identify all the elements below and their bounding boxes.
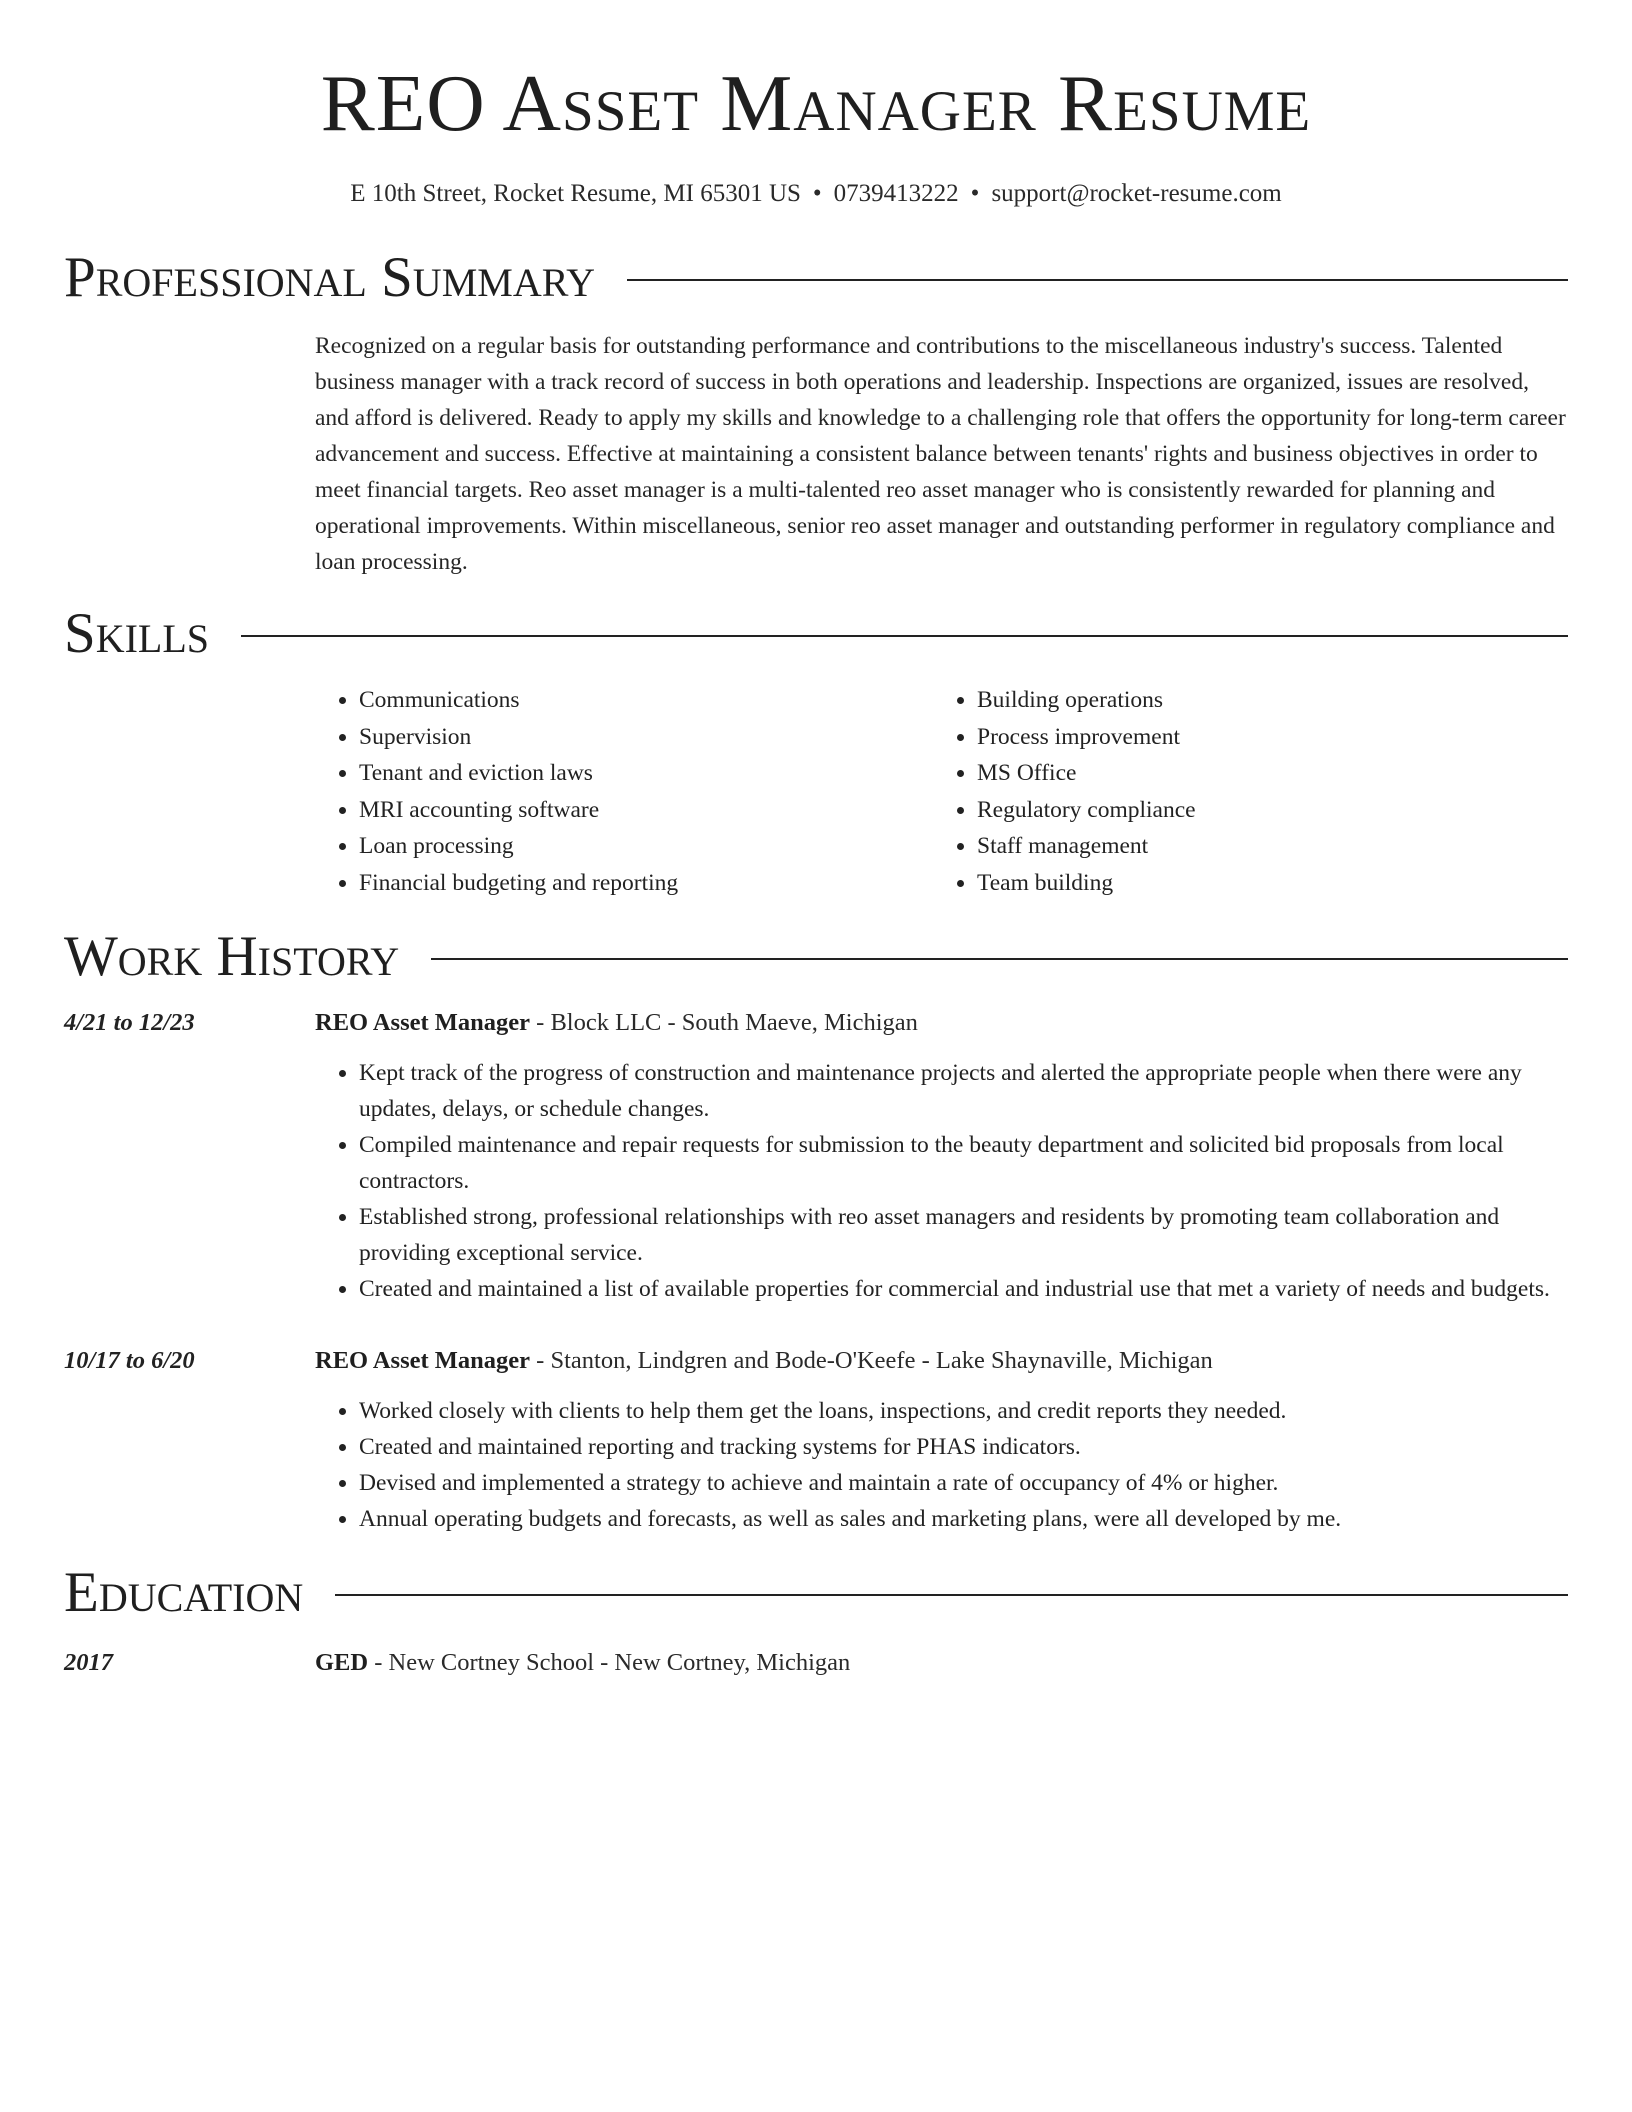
skills-list bbox=[315, 682, 1568, 901]
job-bullet: • Established strong, professional relationships with reo asset managers and residents by promoting team collaboration and providing exceptional service. bbox=[359, 1199, 1568, 1271]
section-divider bbox=[335, 1594, 1568, 1596]
education-degree: GED bbox=[315, 1649, 369, 1676]
summary-text: Recognized on a regular basis for outstanding performance and contributions to the miscellaneous industry's success. Talented business manager with a track record of success in both operations and leadership. Inspections are organized, issues are resolved, and afford is delivered. Ready to apply my skills and knowledge to a challenging role that offers the opportunity for long-term career advancement and success. Effective at maintaining a consistent balance between tenants' rights and business objectives in order to meet financial targets. Reo asset manager is a multi-talented reo asset manager who is consistently rewarded for planning and operational improvements. Within miscellaneous, senior reo asset manager and outstanding performer in regulatory compliance and loan processing. bbox=[315, 333, 1566, 575]
education-heading: Education bbox=[64, 1561, 304, 1624]
job-dates: 10/17 to 6/20 bbox=[64, 1347, 195, 1374]
skills-column-right bbox=[933, 682, 1551, 901]
skills-heading: Skills bbox=[64, 602, 210, 665]
contact-line bbox=[64, 178, 1568, 210]
skill-item: • Loan processing bbox=[359, 828, 933, 865]
work-section-header bbox=[64, 927, 1568, 987]
skill-item: • Team building bbox=[977, 865, 1551, 902]
job-bullet: • Devised and implemented a strategy to achieve and maintain a rate of occupancy of 4% or higher. bbox=[359, 1465, 1568, 1501]
job-bullet: • Created and maintained a list of available properties for commercial and industrial use that met a variety of needs and budgets. bbox=[359, 1271, 1568, 1307]
skill-item: • Supervision bbox=[359, 719, 933, 756]
job-body bbox=[315, 1005, 1568, 1307]
contact-separator: • bbox=[970, 180, 980, 207]
job-entry bbox=[64, 1343, 1568, 1537]
contact-email: support@rocket-resume.com bbox=[991, 180, 1282, 207]
job-bullet: • Worked closely with clients to help them get the loans, inspections, and credit reports they needed. bbox=[359, 1393, 1568, 1429]
education-line bbox=[315, 1645, 850, 1681]
skill-item: • Financial budgeting and reporting bbox=[359, 865, 933, 902]
summary-heading: Professional Summary bbox=[64, 246, 596, 309]
skill-item: • MRI accounting software bbox=[359, 792, 933, 829]
contact-phone: 0739413222 bbox=[833, 180, 959, 207]
skill-item: • Tenant and eviction laws bbox=[359, 755, 933, 792]
job-bullet: • Kept track of the progress of construction and maintenance projects and alerted the appropriate people when there were any updates, delays, or schedule changes. bbox=[359, 1055, 1568, 1127]
summary-section-header bbox=[64, 248, 1568, 308]
job-bullets bbox=[315, 1393, 1568, 1537]
job-bullets bbox=[315, 1055, 1568, 1307]
section-divider bbox=[627, 279, 1568, 281]
job-details: - Stanton, Lindgren and Bode-O'Keefe - Lake Shaynaville, Michigan bbox=[530, 1347, 1213, 1374]
job-entry bbox=[64, 1005, 1568, 1307]
job-bullet: • Annual operating budgets and forecasts, as well as sales and marketing plans, were all developed by me. bbox=[359, 1501, 1568, 1537]
job-role: REO Asset Manager bbox=[315, 1347, 531, 1374]
job-title-line bbox=[315, 1343, 1568, 1379]
skill-item: • Process improvement bbox=[977, 719, 1551, 756]
education-details: - New Cortney School - New Cortney, Michigan bbox=[368, 1649, 851, 1676]
skill-item: • Communications bbox=[359, 682, 933, 719]
contact-address: E 10th Street, Rocket Resume, MI 65301 US bbox=[350, 180, 801, 207]
work-heading: Work History bbox=[64, 925, 400, 988]
job-body bbox=[315, 1343, 1568, 1537]
section-divider bbox=[241, 635, 1568, 637]
section-divider bbox=[431, 958, 1568, 960]
education-year: 2017 bbox=[64, 1649, 113, 1676]
skill-item: • Building operations bbox=[977, 682, 1551, 719]
job-role: REO Asset Manager bbox=[315, 1009, 531, 1036]
job-bullet: • Compiled maintenance and repair requests for submission to the beauty department and solicited bid proposals from local contractors. bbox=[359, 1127, 1568, 1199]
education-entry bbox=[64, 1645, 1568, 1681]
education-section-header bbox=[64, 1563, 1568, 1623]
job-bullet: • Created and maintained reporting and tracking systems for PHAS indicators. bbox=[359, 1429, 1568, 1465]
job-details: - Block LLC - South Maeve, Michigan bbox=[530, 1009, 918, 1036]
skill-item: • Staff management bbox=[977, 828, 1551, 865]
contact-separator: • bbox=[812, 180, 822, 207]
skills-section-header bbox=[64, 604, 1568, 664]
resume-title: REO Asset Manager Resume bbox=[320, 58, 1312, 148]
skill-item: • MS Office bbox=[977, 755, 1551, 792]
job-title-line bbox=[315, 1005, 1568, 1041]
job-dates: 4/21 to 12/23 bbox=[64, 1009, 195, 1036]
skill-item: • Regulatory compliance bbox=[977, 792, 1551, 829]
skills-column-left bbox=[315, 682, 933, 901]
